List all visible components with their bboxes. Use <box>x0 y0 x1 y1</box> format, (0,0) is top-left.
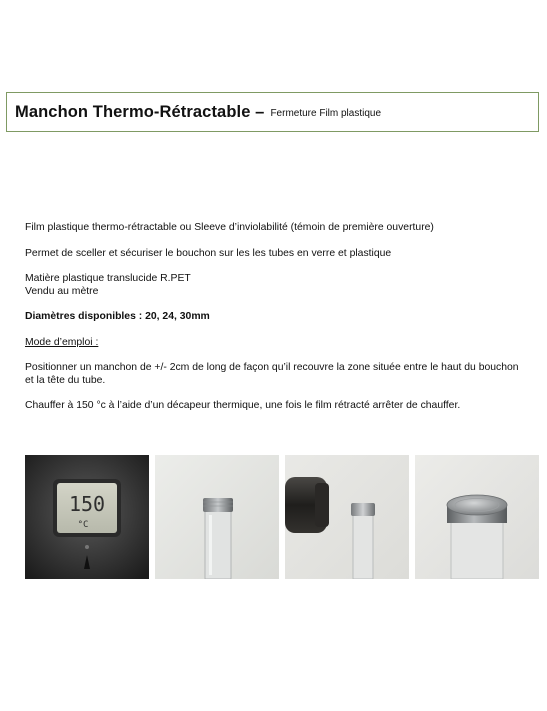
heat-gun-photo <box>285 455 409 579</box>
purpose-paragraph: Permet de sceller et sécuriser le bouchon sur les les tubes en verre et plastique <box>25 247 392 259</box>
instructions-step-1: Positionner un manchon de +/- 2cm de long de façon qu’il recouvre la zone située entre le haut du bouchon et la tête du tube. <box>25 362 519 386</box>
lcd-reading: 150 <box>68 492 106 516</box>
title-box <box>6 92 539 132</box>
instructions-step-2: Chauffer à 150 °c à l’aide d’un décapeur thermique, une fois le film rétracté arrêter de chauffer. <box>25 400 461 411</box>
diameters-line: Diamètres disponibles : 20, 24, 30mm <box>25 311 210 322</box>
material-line: Matière plastique translucide R.PET <box>25 273 191 284</box>
page-title: Manchon Thermo-Rétractable – <box>15 102 265 121</box>
description-paragraph: Film plastique thermo-rétractable ou Sleeve d’inviolabilité (témoin de première ouverture) <box>25 222 434 233</box>
lcd-unit: °C <box>77 520 89 530</box>
lcd-thermometer-photo <box>25 455 149 579</box>
sold-by-line: Vendu au mètre <box>25 285 99 297</box>
product-description <box>25 222 525 426</box>
cap-closeup-photo <box>415 455 539 579</box>
material-paragraph <box>25 273 525 298</box>
page-subtitle: Fermeture Film plastique <box>270 107 382 119</box>
tube-photo-1 <box>155 455 279 579</box>
instructions-heading: Mode d’emploi : <box>25 336 99 348</box>
